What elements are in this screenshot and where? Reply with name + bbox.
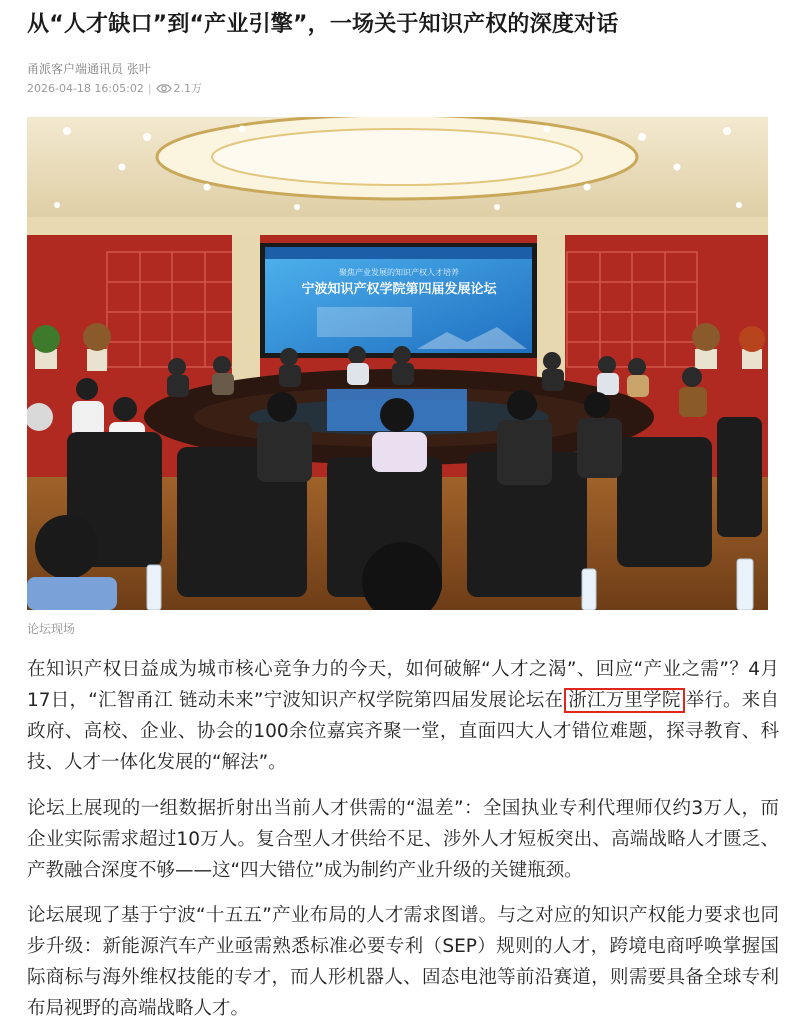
views-eye-icon	[156, 83, 172, 94]
paragraph-3: 论坛展现了基于宁波“十五五”产业布局的人才需求图谱。与之对应的知识产权能力要求也同步升级：新能源汽车产业亟需熟悉标准必要专利（SEP）规则的人才，跨境电商呼唤掌握国际商标与海外维权技能的专才，而人形机器人、固态电池等前沿赛道，则需要具备全球专利布局视野的高端战略人才。	[27, 905, 779, 1019]
forum-photo-image	[27, 117, 768, 610]
article-title: 从“人才缺口”到“产业引擎”，一场关于知识产权的深度对话	[27, 12, 619, 37]
meta-separator: |	[147, 81, 152, 95]
view-count: 2.1万	[173, 82, 203, 95]
publish-timestamp: 2026-04-18 16:05:02	[27, 81, 144, 95]
forum-photo[interactable]	[27, 117, 768, 610]
paragraph-1-text-after: 举行。来自政府、高校、企业、协会的100余位嘉宾齐聚一堂，直面四大人才错位难题，探寻教育、科技、人才一体化发展的“解法”。	[27, 690, 779, 773]
photo-caption: 论坛现场	[27, 622, 76, 636]
article-meta	[27, 80, 202, 96]
paragraph-2: 论坛上展现的一组数据折射出当前人才供需的“温差”：全国执业专利代理师仅约3万人，而企业实际需求超过10万人。复合型人才供给不足、涉外人才短板突出、高端战略人才匮乏、产教融合深度不够——这“四大错位”成为制约产业升级的关键瓶颈。	[27, 798, 779, 881]
screen-header-text: 聚焦产业发展的知识产权人才培养	[339, 268, 459, 277]
article-byline: 甬派客户端通讯员 张叶	[27, 62, 151, 76]
paragraph-1	[27, 654, 779, 778]
highlighted-venue-name: 浙江万里学院	[564, 688, 684, 713]
screen-title-text: 宁波知识产权学院第四届发展论坛	[301, 282, 497, 297]
paragraph-1-text-before: 在知识产权日益成为城市核心竞争力的今天，如何破解“人才之渴”、回应“产业之需”？4月17日，“汇智甬江 链动未来”宁波知识产权学院第四届发展论坛在	[27, 659, 779, 711]
